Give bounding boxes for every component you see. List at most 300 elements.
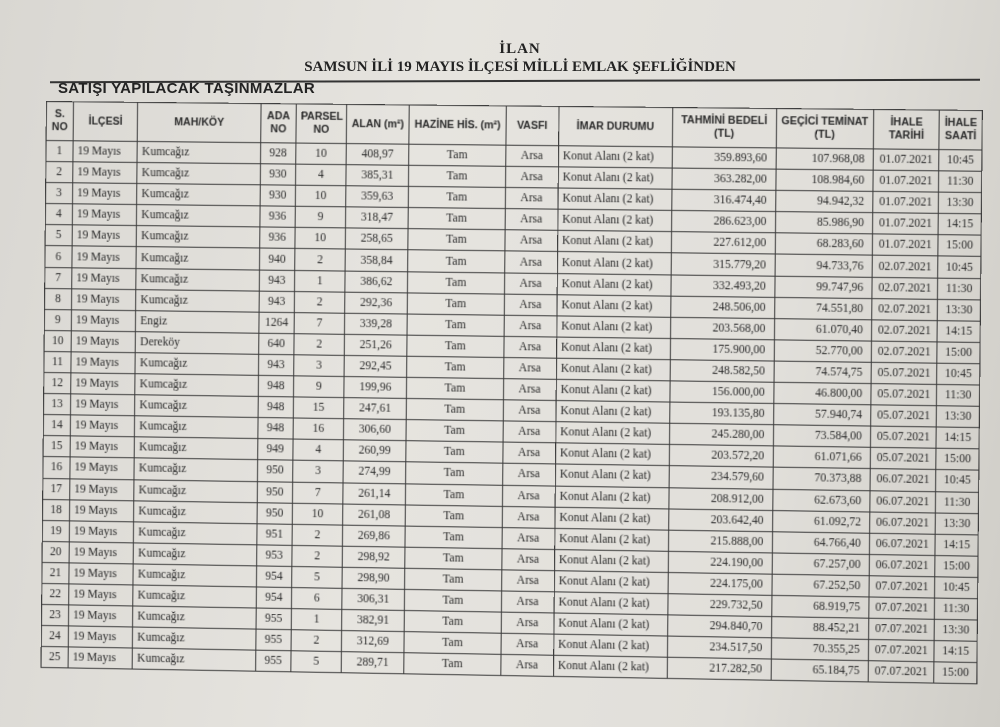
cell-tahmini-bedel: 332.493,20 xyxy=(671,275,775,298)
cell-mahkoy: Kumcağız xyxy=(133,564,256,587)
cell-gecici-teminat: 74.551,80 xyxy=(774,297,872,320)
cell-hazine-his: Tam xyxy=(404,632,501,655)
document-subtitle: SAMSUN İLİ 19 MAYIS İLÇESİ MİLLİ EMLAK ŞEFLİĞİNDEN xyxy=(304,59,736,75)
cell-ihale-saati: 14:15 xyxy=(936,427,979,449)
cell-imar-durumu: Konut Alanı (2 kat) xyxy=(554,528,668,551)
cell-gecici-teminat: 62.673,60 xyxy=(772,489,870,512)
cell-gecici-teminat: 99.747,96 xyxy=(774,276,872,298)
cell-ada-no: 930 xyxy=(260,185,296,207)
cell-vasfi: Arsa xyxy=(504,294,557,316)
cell-mahkoy: Kumcağız xyxy=(134,500,257,523)
cell-ilce: 19 Mayıs xyxy=(71,331,136,353)
cell-alan: 408,97 xyxy=(346,144,409,166)
cell-alan: 274,99 xyxy=(343,461,406,483)
cell-mahkoy: Kumcağız xyxy=(133,606,256,629)
cell-vasfi: Arsa xyxy=(501,633,554,655)
cell-alan: 318,47 xyxy=(345,207,408,229)
cell-ihale-saati: 10:45 xyxy=(938,256,981,278)
cell-tahmini-bedel: 208.912,00 xyxy=(669,487,773,510)
cell-tahmini-bedel: 224.175,00 xyxy=(668,572,772,595)
cell-gecici-teminat: 57.940,74 xyxy=(773,404,871,427)
cell-mahkoy: Kumcağız xyxy=(135,416,258,439)
cell-ihale-tarihi: 07.07.2021 xyxy=(869,576,935,598)
cell-ihale-saati: 14:15 xyxy=(937,320,980,342)
header-ihale-tarihi: İHALE TARİHİ xyxy=(873,109,939,149)
cell-sno: 21 xyxy=(42,562,69,584)
cell-ihale-saati: 13:30 xyxy=(937,406,980,428)
cell-alan: 312,69 xyxy=(341,631,404,653)
cell-imar-durumu: Konut Alanı (2 kat) xyxy=(555,464,669,487)
cell-parsel-no: 16 xyxy=(293,418,343,440)
cell-parsel-no: 3 xyxy=(294,355,344,377)
cell-vasfi: Arsa xyxy=(504,315,557,337)
cell-ihale-saati: 10:45 xyxy=(936,470,979,492)
cell-ihale-saati: 14:15 xyxy=(934,641,977,663)
cell-hazine-his: Tam xyxy=(406,483,503,506)
cell-ihale-saati: 13:30 xyxy=(938,299,981,321)
cell-sno: 4 xyxy=(45,204,72,225)
cell-vasfi: Arsa xyxy=(505,209,558,231)
cell-imar-durumu: Konut Alanı (2 kat) xyxy=(558,188,672,211)
cell-ihale-saati: 10:45 xyxy=(935,577,978,599)
cell-imar-durumu: Konut Alanı (2 kat) xyxy=(555,443,669,466)
cell-ada-no: 943 xyxy=(259,270,295,292)
cell-imar-durumu: Konut Alanı (2 kat) xyxy=(557,294,671,317)
cell-parsel-no: 9 xyxy=(295,207,345,229)
cell-mahkoy: Kumcağız xyxy=(136,289,259,312)
cell-sno: 14 xyxy=(43,415,70,436)
cell-mahkoy: Kumcağız xyxy=(133,543,256,566)
cell-tahmini-bedel: 203.568,00 xyxy=(670,317,774,340)
cell-ihale-tarihi: 05.07.2021 xyxy=(871,362,937,384)
cell-gecici-teminat: 67.252,50 xyxy=(771,574,869,597)
cell-hazine-his: Tam xyxy=(407,293,504,315)
cell-imar-durumu: Konut Alanı (2 kat) xyxy=(556,358,670,381)
cell-mahkoy: Kumcağız xyxy=(134,458,257,481)
cell-gecici-teminat: 73.584,00 xyxy=(773,425,871,448)
cell-mahkoy: Dereköy xyxy=(136,332,259,355)
cell-parsel-no: 10 xyxy=(295,228,345,250)
cell-ihale-tarihi: 07.07.2021 xyxy=(869,597,935,619)
cell-ilce: 19 Mayıs xyxy=(68,647,133,669)
cell-ilce: 19 Mayıs xyxy=(71,373,136,395)
cell-parsel-no: 2 xyxy=(294,334,344,356)
cell-gecici-teminat: 108.984,60 xyxy=(775,169,873,191)
cell-mahkoy: Kumcağız xyxy=(134,479,257,502)
cell-hazine-his: Tam xyxy=(405,505,502,528)
cell-ihale-tarihi: 05.07.2021 xyxy=(870,448,936,470)
cell-hazine-his: Tam xyxy=(404,653,501,676)
cell-sno: 16 xyxy=(43,457,70,478)
cell-ada-no: 943 xyxy=(258,354,294,376)
cell-ada-no: 948 xyxy=(258,418,294,440)
cell-ihale-tarihi: 06.07.2021 xyxy=(870,469,936,491)
cell-ilce: 19 Mayıs xyxy=(70,478,135,500)
cell-gecici-teminat: 70.355,25 xyxy=(771,638,869,661)
cell-vasfi: Arsa xyxy=(501,591,554,613)
cell-tahmini-bedel: 229.732,50 xyxy=(668,594,772,617)
cell-ihale-tarihi: 02.07.2021 xyxy=(872,277,938,299)
cell-imar-durumu: Konut Alanı (2 kat) xyxy=(556,379,670,402)
cell-ilce: 19 Mayıs xyxy=(71,310,136,332)
cell-ilce: 19 Mayıs xyxy=(69,542,134,564)
cell-ihale-tarihi: 02.07.2021 xyxy=(871,341,937,363)
cell-ada-no: 936 xyxy=(260,206,296,228)
cell-sno: 1 xyxy=(46,141,73,162)
cell-vasfi: Arsa xyxy=(502,527,555,549)
cell-sno: 12 xyxy=(44,373,71,394)
cell-ihale-saati: 13:30 xyxy=(934,619,977,641)
cell-gecici-teminat: 107.968,08 xyxy=(776,148,874,170)
cell-sno: 2 xyxy=(46,162,73,183)
cell-vasfi: Arsa xyxy=(501,655,554,677)
cell-alan: 251,26 xyxy=(344,334,407,356)
cell-parsel-no: 4 xyxy=(293,439,343,461)
cell-gecici-teminat: 64.766,40 xyxy=(772,531,870,554)
cell-alan: 289,71 xyxy=(341,652,404,674)
cell-vasfi: Arsa xyxy=(502,464,555,486)
cell-alan: 386,62 xyxy=(345,271,408,293)
cell-hazine-his: Tam xyxy=(406,399,503,422)
cell-vasfi: Arsa xyxy=(505,166,558,188)
cell-hazine-his: Tam xyxy=(408,187,505,209)
cell-parsel-no: 1 xyxy=(295,270,345,292)
cell-tahmini-bedel: 294.840,70 xyxy=(667,615,771,638)
document-header xyxy=(0,40,1000,76)
cell-parsel-no: 7 xyxy=(293,482,343,504)
cell-mahkoy: Kumcağız xyxy=(135,374,258,397)
cell-hazine-his: Tam xyxy=(405,547,502,570)
cell-ilce: 19 Mayıs xyxy=(70,457,135,479)
cell-hazine-his: Tam xyxy=(407,377,504,400)
table-body xyxy=(41,141,982,685)
cell-sno: 3 xyxy=(46,183,73,204)
cell-vasfi: Arsa xyxy=(503,357,556,379)
cell-ilce: 19 Mayıs xyxy=(69,521,134,543)
cell-ada-no: 949 xyxy=(257,439,293,461)
cell-tahmini-bedel: 248.582,50 xyxy=(670,360,774,383)
cell-alan: 199,96 xyxy=(344,377,407,399)
cell-hazine-his: Tam xyxy=(407,356,504,378)
header-ihale-saati: İHALE SAATİ xyxy=(939,110,982,150)
cell-alan: 298,92 xyxy=(342,546,405,568)
cell-parsel-no: 10 xyxy=(295,185,345,207)
cell-ada-no: 953 xyxy=(256,545,292,567)
cell-imar-durumu: Konut Alanı (2 kat) xyxy=(558,167,672,189)
cell-gecici-teminat: 65.184,75 xyxy=(771,659,869,682)
cell-ada-no: 955 xyxy=(256,629,292,651)
cell-vasfi: Arsa xyxy=(504,273,557,295)
cell-hazine-his: Tam xyxy=(408,229,505,251)
cell-hazine-his: Tam xyxy=(407,335,504,357)
header-imar-durumu: İMAR DURUMU xyxy=(558,106,672,146)
cell-gecici-teminat: 61.070,40 xyxy=(774,318,872,341)
cell-parsel-no: 10 xyxy=(292,503,342,525)
cell-ihale-tarihi: 01.07.2021 xyxy=(873,192,939,214)
cell-tahmini-bedel: 316.474,40 xyxy=(672,189,776,211)
cell-parsel-no: 3 xyxy=(293,461,343,483)
cell-sno: 24 xyxy=(41,626,68,648)
cell-gecici-teminat: 52.770,00 xyxy=(774,340,872,363)
header-gecici-teminat: GEÇİCİ TEMİNAT (TL) xyxy=(776,109,874,149)
cell-ihale-saati: 15:00 xyxy=(934,662,977,684)
header-vasfi: VASFI xyxy=(506,106,559,146)
header-parsel-no: PARSEL NO xyxy=(296,104,347,144)
cell-gecici-teminat: 61.092,72 xyxy=(772,510,870,533)
cell-gecici-teminat: 94.733,76 xyxy=(775,254,873,276)
cell-mahkoy: Kumcağız xyxy=(137,141,260,163)
cell-vasfi: Arsa xyxy=(503,379,556,401)
cell-ilce: 19 Mayıs xyxy=(68,605,133,627)
cell-gecici-teminat: 74.574,75 xyxy=(774,361,872,384)
cell-mahkoy: Kumcağız xyxy=(136,247,259,270)
cell-ilce: 19 Mayıs xyxy=(72,225,137,247)
header-mahkoy: MAH/KÖY xyxy=(138,102,261,142)
cell-ilce: 19 Mayıs xyxy=(73,162,138,184)
cell-ihale-tarihi: 06.07.2021 xyxy=(870,490,936,512)
cell-ilce: 19 Mayıs xyxy=(69,563,134,585)
cell-alan: 247,61 xyxy=(344,398,407,420)
cell-tahmini-bedel: 224.190,00 xyxy=(668,551,772,574)
section-title: SATIŞI YAPILACAK TAŞINMAZLAR xyxy=(58,80,316,97)
header-sno: S. NO xyxy=(46,102,73,141)
cell-imar-durumu: Konut Alanı (2 kat) xyxy=(553,634,667,657)
cell-ilce: 19 Mayıs xyxy=(70,394,135,416)
cell-vasfi: Arsa xyxy=(504,251,557,273)
cell-ihale-saati: 14:15 xyxy=(938,214,981,236)
cell-vasfi: Arsa xyxy=(503,421,556,443)
cell-vasfi: Arsa xyxy=(501,612,554,634)
cell-gecici-teminat: 85.986,90 xyxy=(775,212,873,234)
cell-parsel-no: 7 xyxy=(294,312,344,334)
cell-mahkoy: Kumcağız xyxy=(137,226,260,249)
cell-parsel-no: 2 xyxy=(292,545,342,567)
cell-sno: 7 xyxy=(45,267,72,288)
cell-alan: 298,90 xyxy=(342,567,405,589)
cell-ihale-tarihi: 01.07.2021 xyxy=(873,213,939,235)
cell-ada-no: 943 xyxy=(259,291,295,313)
cell-ilce: 19 Mayıs xyxy=(69,499,134,521)
cell-alan: 306,31 xyxy=(342,588,405,610)
cell-sno: 17 xyxy=(43,478,70,499)
header-ada-no: ADA NO xyxy=(261,104,297,143)
cell-parsel-no: 15 xyxy=(293,397,343,419)
cell-vasfi: Arsa xyxy=(502,548,555,570)
cell-mahkoy: Kumcağız xyxy=(136,268,259,291)
cell-ihale-tarihi: 05.07.2021 xyxy=(871,384,937,406)
cell-ihale-tarihi: 01.07.2021 xyxy=(873,170,939,192)
cell-vasfi: Arsa xyxy=(503,400,556,422)
cell-parsel-no: 9 xyxy=(294,376,344,398)
document-title: İLAN xyxy=(499,41,541,57)
cell-vasfi: Arsa xyxy=(505,145,558,167)
cell-tahmini-bedel: 217.282,50 xyxy=(667,657,771,680)
cell-sno: 19 xyxy=(42,520,69,542)
cell-ada-no: 950 xyxy=(257,502,293,524)
cell-ihale-tarihi: 01.07.2021 xyxy=(873,149,939,171)
cell-sno: 15 xyxy=(43,436,70,457)
cell-mahkoy: Kumcağız xyxy=(135,353,258,376)
cell-imar-durumu: Konut Alanı (2 kat) xyxy=(555,486,669,509)
cell-hazine-his: Tam xyxy=(405,568,502,591)
cell-imar-durumu: Konut Alanı (2 kat) xyxy=(553,656,667,679)
cell-sno: 13 xyxy=(43,394,70,415)
cell-imar-durumu: Konut Alanı (2 kat) xyxy=(556,316,670,339)
cell-ihale-saati: 10:45 xyxy=(937,363,980,385)
cell-ada-no: 950 xyxy=(257,460,293,482)
cell-alan: 339,28 xyxy=(344,313,407,335)
property-table xyxy=(41,101,983,685)
cell-gecici-teminat: 46.800,00 xyxy=(773,382,871,405)
cell-tahmini-bedel: 203.572,20 xyxy=(669,445,773,468)
cell-ihale-tarihi: 06.07.2021 xyxy=(869,533,935,555)
cell-tahmini-bedel: 245.280,00 xyxy=(669,423,773,446)
cell-sno: 5 xyxy=(45,225,72,246)
cell-ihale-tarihi: 05.07.2021 xyxy=(870,426,936,448)
cell-vasfi: Arsa xyxy=(502,506,555,528)
cell-hazine-his: Tam xyxy=(408,208,505,230)
cell-ilce: 19 Mayıs xyxy=(71,288,136,310)
cell-parsel-no: 2 xyxy=(292,524,342,546)
cell-ihale-saati: 13:30 xyxy=(936,513,979,535)
cell-gecici-teminat: 67.257,00 xyxy=(772,553,870,576)
cell-gecici-teminat: 88.452,21 xyxy=(771,617,869,640)
header-alan: ALAN (m²) xyxy=(346,104,409,144)
cell-gecici-teminat: 94.942,32 xyxy=(775,191,873,213)
cell-alan: 261,14 xyxy=(343,482,406,504)
cell-ilce: 19 Mayıs xyxy=(68,626,133,648)
cell-gecici-teminat: 68.283,60 xyxy=(775,233,873,255)
cell-imar-durumu: Konut Alanı (2 kat) xyxy=(556,337,670,360)
cell-alan: 306,60 xyxy=(343,419,406,441)
cell-tahmini-bedel: 286.623,00 xyxy=(671,211,775,233)
cell-sno: 22 xyxy=(42,583,69,605)
cell-tahmini-bedel: 359.893,60 xyxy=(672,147,776,169)
cell-alan: 292,45 xyxy=(344,355,407,377)
cell-imar-durumu: Konut Alanı (2 kat) xyxy=(557,252,671,275)
cell-ilce: 19 Mayıs xyxy=(72,246,137,268)
cell-mahkoy: Kumcağız xyxy=(133,627,256,650)
cell-ihale-tarihi: 07.07.2021 xyxy=(868,661,934,683)
cell-imar-durumu: Konut Alanı (2 kat) xyxy=(555,507,669,530)
cell-alan: 359,63 xyxy=(346,186,409,208)
cell-vasfi: Arsa xyxy=(503,442,556,464)
cell-ihale-saati: 15:00 xyxy=(937,342,980,364)
cell-mahkoy: Kumcağız xyxy=(135,437,258,460)
cell-alan: 258,65 xyxy=(345,228,408,250)
cell-ihale-saati: 15:00 xyxy=(938,235,981,257)
cell-ada-no: 955 xyxy=(256,608,292,630)
cell-imar-durumu: Konut Alanı (2 kat) xyxy=(558,146,672,168)
property-table-wrapper xyxy=(41,101,983,685)
cell-sno: 18 xyxy=(42,499,69,521)
cell-imar-durumu: Konut Alanı (2 kat) xyxy=(554,592,668,615)
cell-vasfi: Arsa xyxy=(505,230,558,252)
cell-ihale-tarihi: 06.07.2021 xyxy=(869,554,935,576)
cell-sno: 10 xyxy=(44,330,71,351)
cell-vasfi: Arsa xyxy=(505,188,558,210)
cell-ilce: 19 Mayıs xyxy=(70,436,135,458)
cell-gecici-teminat: 68.919,75 xyxy=(771,595,869,618)
cell-hazine-his: Tam xyxy=(406,420,503,443)
cell-ihale-tarihi: 02.07.2021 xyxy=(872,256,938,278)
cell-ihale-tarihi: 02.07.2021 xyxy=(872,320,938,342)
cell-ilce: 19 Mayıs xyxy=(69,584,134,606)
cell-ada-no: 954 xyxy=(256,566,292,588)
cell-tahmini-bedel: 156.000,00 xyxy=(670,381,774,404)
cell-parsel-no: 2 xyxy=(295,249,345,271)
cell-gecici-teminat: 70.373,88 xyxy=(773,468,871,491)
cell-imar-durumu: Konut Alanı (2 kat) xyxy=(557,231,671,254)
cell-vasfi: Arsa xyxy=(501,570,554,592)
cell-ada-no: 951 xyxy=(257,523,293,545)
cell-parsel-no: 5 xyxy=(291,651,341,673)
cell-parsel-no: 2 xyxy=(291,630,341,652)
cell-ilce: 19 Mayıs xyxy=(71,352,136,374)
cell-ihale-saati: 15:00 xyxy=(936,449,979,471)
cell-ada-no: 640 xyxy=(259,333,295,355)
cell-ada-no: 950 xyxy=(257,481,293,503)
cell-ada-no: 928 xyxy=(260,143,296,165)
header-tahmini-bedel: TAHMİNİ BEDELİ (TL) xyxy=(672,108,776,148)
cell-ada-no: 1264 xyxy=(259,312,295,334)
cell-mahkoy: Kumcağız xyxy=(134,522,257,545)
cell-hazine-his: Tam xyxy=(407,314,504,336)
cell-ihale-tarihi: 07.07.2021 xyxy=(869,618,935,640)
cell-alan: 382,91 xyxy=(342,610,405,632)
cell-hazine-his: Tam xyxy=(408,271,505,293)
cell-ada-no: 954 xyxy=(256,587,292,609)
cell-mahkoy: Kumcağız xyxy=(137,205,260,228)
cell-ada-no: 948 xyxy=(258,375,294,397)
cell-tahmini-bedel: 234.579,60 xyxy=(669,466,773,489)
cell-ihale-tarihi: 05.07.2021 xyxy=(871,405,937,427)
cell-hazine-his: Tam xyxy=(405,589,502,612)
cell-ilce: 19 Mayıs xyxy=(70,415,135,437)
cell-tahmini-bedel: 248.506,00 xyxy=(671,296,775,319)
cell-gecici-teminat: 61.071,66 xyxy=(773,446,871,469)
cell-hazine-his: Tam xyxy=(404,611,501,634)
cell-vasfi: Arsa xyxy=(504,336,557,358)
cell-tahmini-bedel: 234.517,50 xyxy=(667,636,771,659)
cell-sno: 6 xyxy=(45,246,72,267)
cell-imar-durumu: Konut Alanı (2 kat) xyxy=(555,422,669,445)
cell-ihale-saati: 11:30 xyxy=(939,171,982,193)
cell-tahmini-bedel: 203.642,40 xyxy=(668,509,772,532)
cell-alan: 292,36 xyxy=(345,292,408,314)
cell-parsel-no: 10 xyxy=(296,143,346,165)
cell-mahkoy: Kumcağız xyxy=(135,395,258,418)
cell-ihale-tarihi: 02.07.2021 xyxy=(872,298,938,320)
cell-ilce: 19 Mayıs xyxy=(72,267,137,289)
cell-tahmini-bedel: 215.888,00 xyxy=(668,530,772,553)
header-ilce: İLÇESİ xyxy=(73,102,138,142)
cell-parsel-no: 5 xyxy=(292,566,342,588)
cell-mahkoy: Kumcağız xyxy=(132,648,255,671)
cell-ada-no: 936 xyxy=(260,227,296,249)
cell-hazine-his: Tam xyxy=(406,462,503,485)
cell-ihale-saati: 11:30 xyxy=(936,491,979,513)
cell-ihale-saati: 13:30 xyxy=(939,192,982,214)
cell-hazine-his: Tam xyxy=(409,144,506,166)
cell-mahkoy: Engiz xyxy=(136,310,259,333)
cell-imar-durumu: Konut Alanı (2 kat) xyxy=(556,401,670,424)
cell-hazine-his: Tam xyxy=(409,165,506,187)
cell-mahkoy: Kumcağız xyxy=(137,163,260,185)
cell-sno: 8 xyxy=(45,288,72,309)
cell-alan: 260,99 xyxy=(343,440,406,462)
cell-sno: 9 xyxy=(44,309,71,330)
